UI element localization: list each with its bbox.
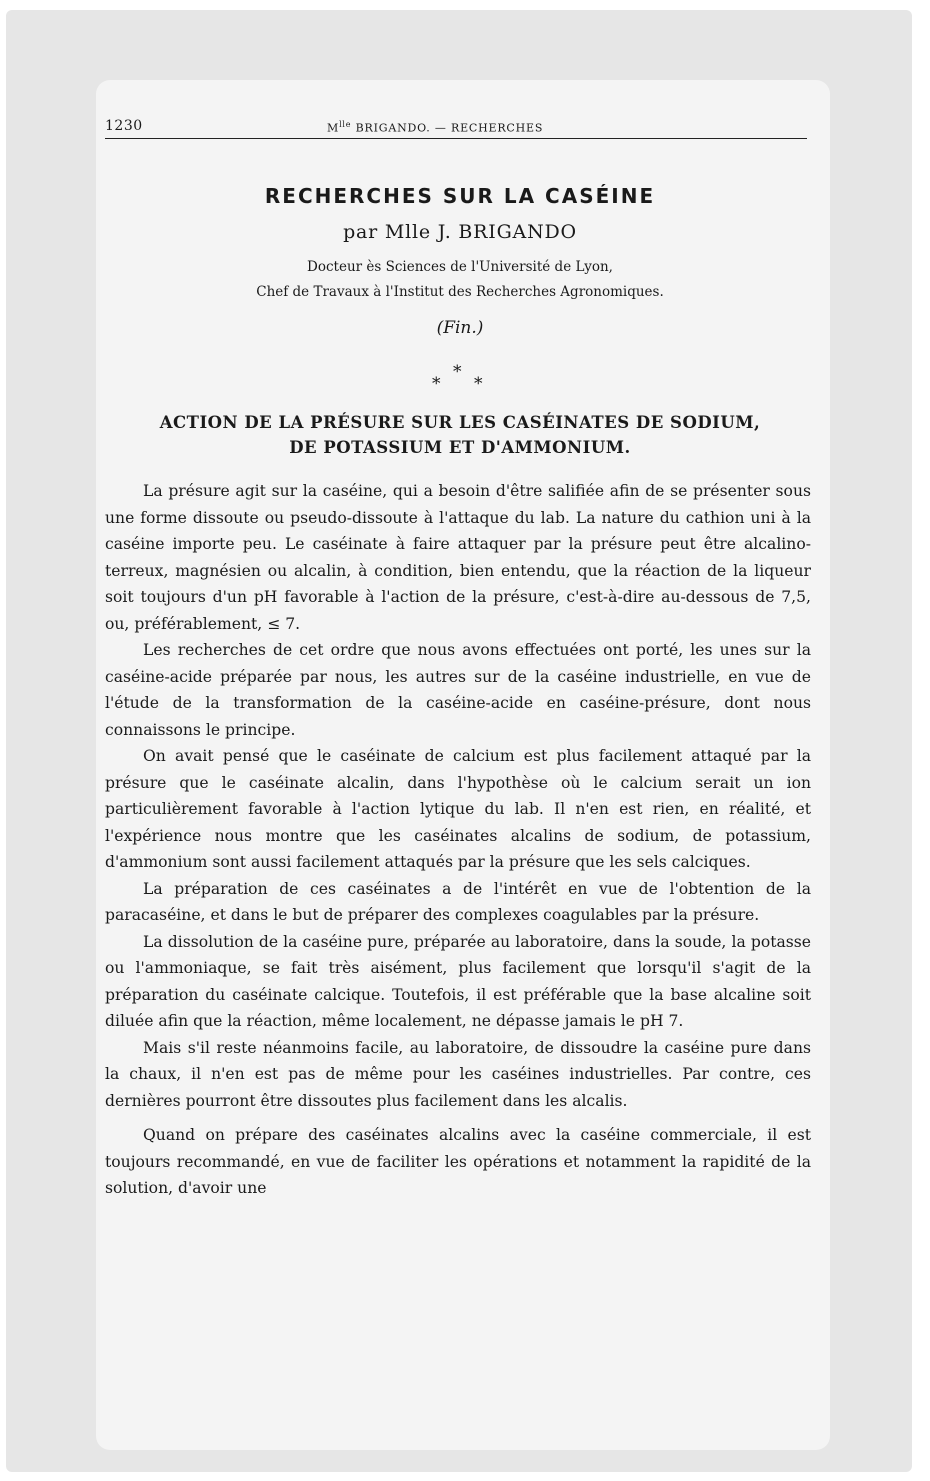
article-title: RECHERCHES SUR LA CASÉINE bbox=[264, 184, 656, 208]
paragraph: La présure agit sur la caséine, qui a besoin d'être salifiée afin de se présenter sous une forme dissoute ou pseudo-dissoute à l'attaque du lab. La nature du cathion uni à la caséine importe peu. Le caséinate à faire attaquer par la présure peut être alcalino-terreux, magnésien ou alcalin, à condition, bien entendu, que la réaction de la liqueur soit toujours d'un pH favorable à l'action de la présure, c'est-à-dire au-dessous de 7,5, ou, préférablement, ≤ 7. bbox=[105, 482, 811, 633]
running-head-title bbox=[327, 120, 543, 135]
asterism-star: * bbox=[432, 374, 441, 394]
continuation-note: (Fin.) bbox=[436, 318, 484, 338]
paragraph: La préparation de ces caséinates a de l'intérêt en vue de l'obtention de la paracaséine, et dans le but de préparer des complexes coagulables par la présure. bbox=[105, 879, 811, 924]
asterism-star: * bbox=[474, 374, 483, 394]
running-head-text: BRIGANDO. — RECHERCHES bbox=[351, 121, 544, 135]
running-head-prefix-sup: lle bbox=[339, 120, 352, 129]
paragraph: Quand on prépare des caséinates alcalins avec la caséine commerciale, il est toujours recommandé, en vue de faciliter les opérations et notamment la rapidité de la solution, d'avoir une bbox=[105, 1126, 811, 1197]
paragraph: Mais s'il reste néanmoins facile, au laboratoire, de dissoudre la caséine pure dans la chaux, il n'en est pas de même pour les caséines industrielles. Par contre, ces dernières pourront être dissoutes plus facilement dans les alcalis. bbox=[105, 1038, 811, 1110]
asterism-star: * bbox=[453, 362, 462, 382]
affiliation-line-2: Chef de Travaux à l'Institut des Recherches Agronomiques. bbox=[256, 284, 664, 300]
affiliation-line-1: Docteur ès Sciences de l'Université de Lyon, bbox=[307, 259, 613, 275]
paragraph: Les recherches de cet ordre que nous avons effectuées ont porté, les unes sur la caséine-acide préparée par nous, les autres sur de la caséine industrielle, en vue de l'étude de la transformation de la caséine-acide en caséine-présure, dont nous connaissons le principe. bbox=[105, 641, 811, 739]
running-head bbox=[105, 116, 807, 139]
section-title bbox=[105, 410, 815, 460]
paragraph: La dissolution de la caséine pure, préparée au laboratoire, dans la soude, la potasse ou l'ammoniaque, se fait très aisément, plus facilement que lorsqu'il s'agit de la préparation du caséinate calcique. Toutefois, il est préférable que la base alcaline soit diluée afin que la réaction, même localement, ne dépasse jamais le pH 7. bbox=[105, 932, 811, 1030]
section-title-line-1: ACTION DE LA PRÉSURE SUR LES CASÉINATES DE SODIUM, bbox=[159, 413, 761, 432]
asterism bbox=[420, 362, 500, 392]
author-byline: par Mlle J. BRIGANDO bbox=[343, 221, 577, 243]
page-number: 1230 bbox=[105, 118, 143, 134]
running-head-prefix: M bbox=[327, 121, 340, 135]
body-text bbox=[105, 478, 811, 1202]
paragraph: On avait pensé que le caséinate de calcium est plus facilement attaqué par la présure que le caséinate alcalin, dans l'hypothèse où le calcium serait un ion particulièrement favorable à l'action lytique du lab. Il n'en est rien, en réalité, et l'expérience nous montre que les caséinates alcalins de sodium, de potassium, d'ammonium sont aussi facilement attaqués par la présure que les sels calciques. bbox=[105, 747, 811, 871]
section-title-line-2: DE POTASSIUM ET D'AMMONIUM. bbox=[289, 438, 631, 457]
